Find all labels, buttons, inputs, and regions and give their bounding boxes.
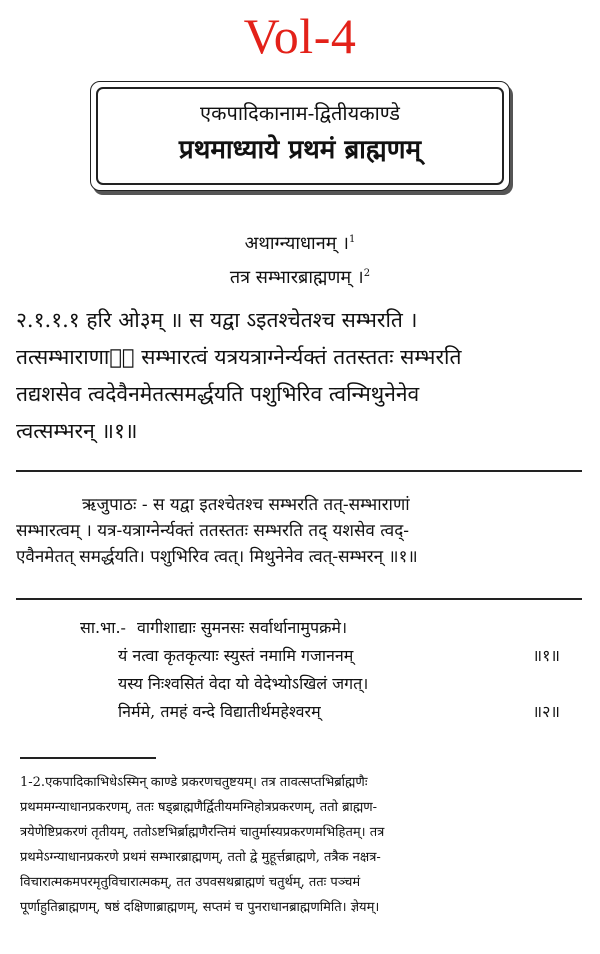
- mantra-line: तद्यशसेव त्वदेवैनमेतत्समर्द्धयति पशुभिरिव त्वन्मिथुनेनेव: [16, 382, 420, 406]
- sayana-bhashya: [80, 614, 560, 726]
- footnote-line: प्रथमेऽग्न्याधानप्रकरणे प्रथमं सम्भारब्राह्मणम्, ततो द्वे मुहूर्त्तब्राह्मणे, तत्रैक नक्षत्र-: [20, 850, 381, 865]
- verse-number: ॥२॥: [532, 702, 560, 721]
- verse-number: ॥१॥: [532, 646, 560, 665]
- commentary-label: सा.भा.-: [80, 618, 126, 637]
- footnote-line: प्रथममग्न्याधानप्रकरणम्, ततः षड्ब्राह्मणैर्द्वितीयमग्निहोत्रप्रकरणम्, ततो ब्राह्मण-: [20, 800, 378, 815]
- rijupatha-line: ऋजुपाठः - स यद्वा इतश्चेतश्च सम्भरति तत्-सम्भाराणां: [82, 495, 410, 515]
- verse-text: निर्ममे, तमहं वन्दे विद्यातीर्थमहेश्वरम्: [118, 702, 321, 721]
- agnyadhana-heading-text: अथाग्न्याधानम् ।: [244, 233, 350, 254]
- brahmana-title: प्रथमाध्याये प्रथमं ब्राह्मणम्: [178, 135, 422, 165]
- commentary-verse-line: [80, 670, 560, 698]
- mantra-text: [16, 302, 584, 450]
- footnote-ref-1: 1: [349, 234, 356, 245]
- mantra-line: त्वत्सम्भरन् ॥१॥: [16, 419, 138, 443]
- divider-rule: [16, 598, 582, 600]
- rijupatha-text: [16, 492, 582, 570]
- footnote: [20, 770, 590, 920]
- mantra-line: २.१.१.१ हरि ओ३म् ॥ स यद्वा ऽइतश्चेतश्च सम्भरति ।: [16, 308, 418, 332]
- agnyadhana-heading: [0, 232, 600, 256]
- commentary-verse-line: [80, 698, 560, 726]
- footnote-separator: [20, 757, 156, 759]
- kanda-title: एकपादिकानाम-द्वितीयकाण्डे: [200, 101, 400, 125]
- verse-text: यस्य निःश्वसितं वेदा यो वेदेभ्योऽखिलं जगत्।: [118, 674, 369, 693]
- verse-text: वागीशाद्याः सुमनसः सर्वार्थानामुपक्रमे।: [137, 618, 348, 637]
- rijupatha-line: सम्भारत्वम् । यत्र-यत्राग्नेर्न्यक्तं ततस्ततः सम्भरति तद् यशसेव त्वद्-: [16, 521, 410, 541]
- rijupatha-line: एवैनमेतत् समर्द्धयति। पशुभिरिव त्वत्। मिथुनेनेव त्वत्-सम्भरन् ॥१॥: [16, 547, 418, 567]
- footnote-ref-2: 2: [363, 268, 371, 279]
- chapter-title-box: [90, 81, 510, 191]
- divider-rule: [16, 470, 582, 472]
- footnote-line: पूर्णाहुतिब्राह्मणम्, षष्ठं दक्षिणाब्राह्मणम्, सप्तमं च पुनराधानब्राह्मणमिति। ज्ञेयम्।: [20, 900, 380, 915]
- volume-title: Vol-4: [243, 8, 357, 64]
- footnote-line: विचारात्मकमपरमृतुविचारात्मकम्, तत उपवसथब्राह्मणं चतुर्थम्, ततः पञ्चमं: [20, 875, 361, 890]
- mantra-line: तत्सम्भाराणाᳪं सम्भारत्वं यत्रयत्राग्नेर्न्यक्तं ततस्ततः सम्भरति: [16, 345, 462, 369]
- footnote-line: 1-2.एकपादिकाभिधेऽस्मिन् काण्डे प्रकरणचतुष्टयम्। तत्र तावत्सप्तभिर्ब्राह्मणैः: [20, 775, 368, 790]
- sambhara-heading-text: तत्र सम्भारब्राह्मणम् ।: [229, 267, 364, 288]
- verse-text: यं नत्वा कृतकृत्याः स्युस्तं नमामि गजाननम्: [118, 646, 354, 665]
- footnote-line: त्रयेणेष्टिप्रकरणं तृतीयम्, ततोऽष्टभिर्ब्राह्मणैरन्तिमं चातुर्मास्यप्रकरणमभिहितम्। तत्र: [20, 825, 385, 840]
- sambhara-heading: [0, 266, 600, 290]
- commentary-verse-line: [80, 614, 560, 642]
- commentary-verse-line: [80, 642, 560, 670]
